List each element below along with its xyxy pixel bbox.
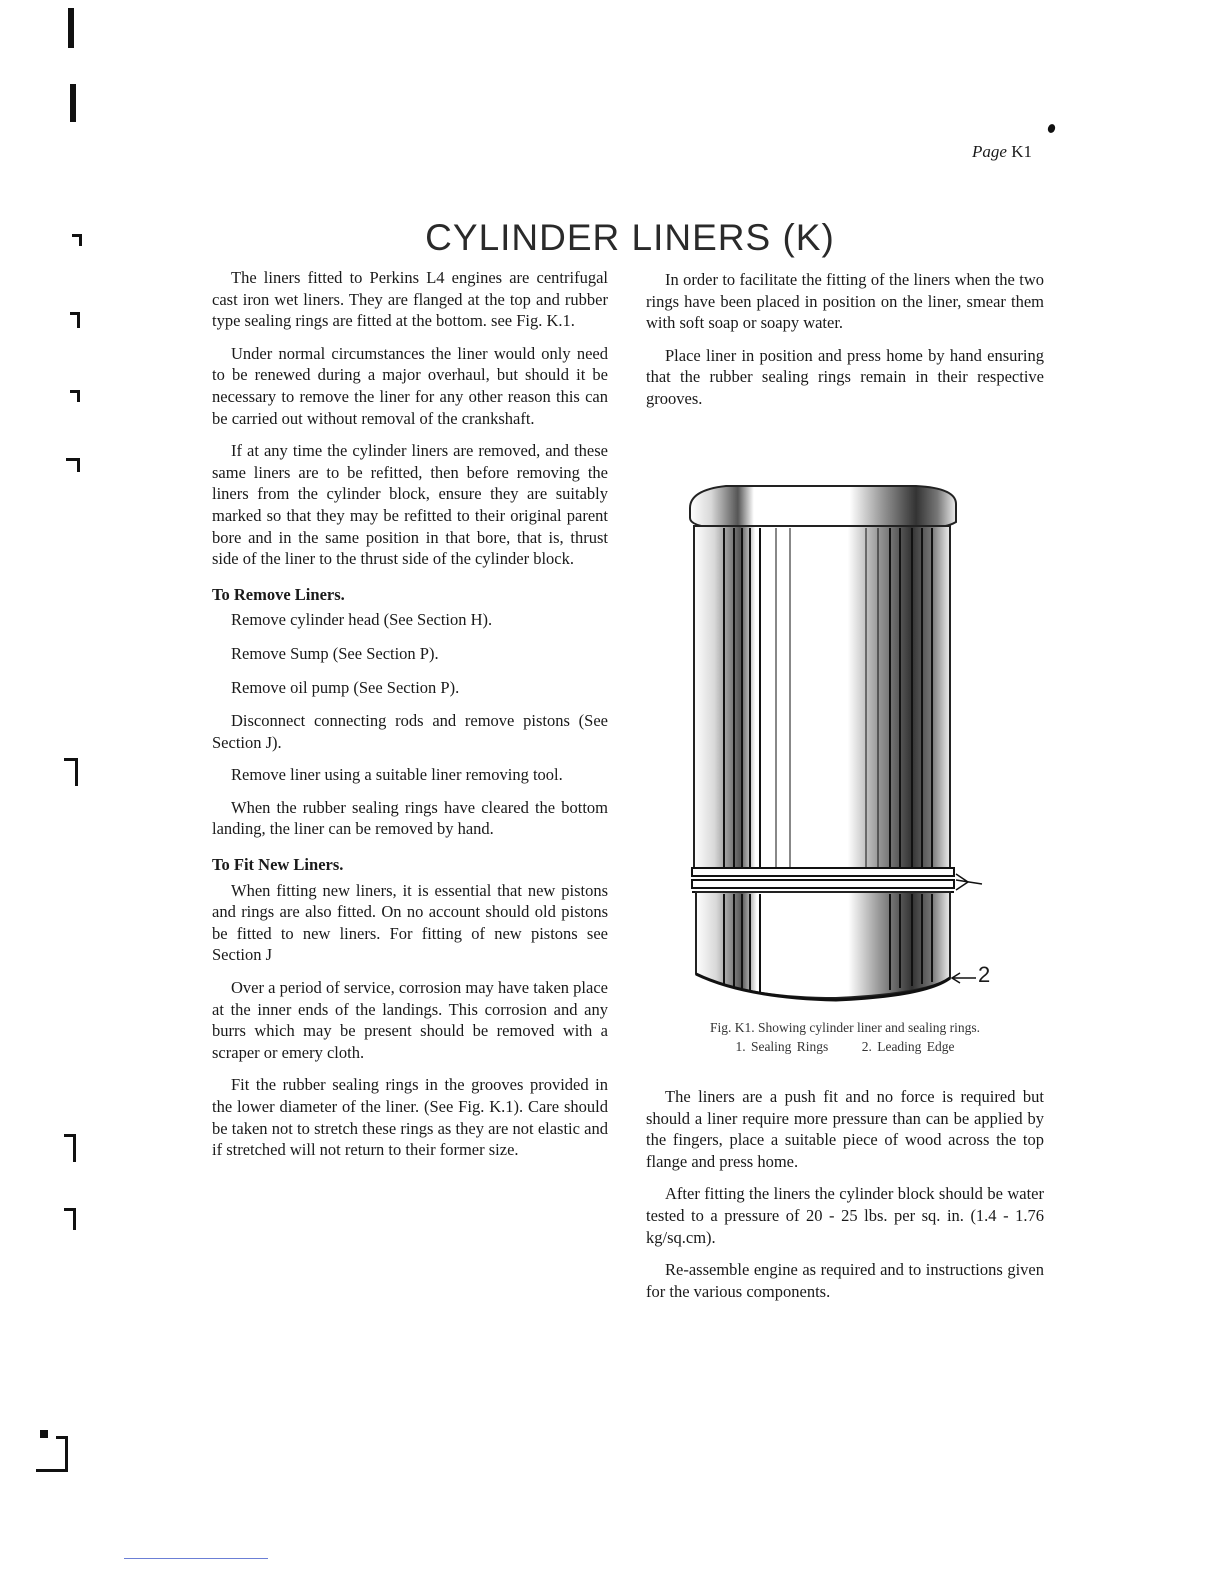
right-column-upper	[646, 269, 1044, 421]
page-label: Page	[972, 142, 1007, 161]
remove-step: Remove oil pump (See Section P).	[231, 677, 460, 697]
right-paragraph: Re-assemble engine as required and to instructions given for the various components.	[646, 1260, 1044, 1301]
margin-mark	[70, 84, 76, 122]
figure-caption	[646, 1018, 1044, 1056]
remove-step: Remove cylinder head (See Section H).	[231, 610, 493, 630]
margin-mark	[77, 390, 80, 402]
callout-2: 2	[978, 962, 991, 987]
right-paragraph: The liners are a push fit and no force is required but should a liner require more pressure than can be applied by the fingers, place a suitable piece of wood across the top flange and press home.	[646, 1087, 1044, 1171]
margin-mark	[68, 8, 74, 48]
right-paragraph: Place liner in position and press home by hand ensuring that the rubber sealing rings remain in their respective grooves.	[646, 345, 1044, 408]
margin-mark	[36, 1469, 68, 1472]
caption-items	[646, 1037, 1044, 1056]
caption-title: Fig. K1. Showing cylinder liner and sealing rings.	[710, 1020, 980, 1035]
remove-paragraph: Disconnect connecting rods and remove pistons (See Section J).	[212, 711, 608, 752]
page-number	[972, 142, 1032, 162]
intro-paragraph: If at any time the cylinder liners are removed, and these same liners are to be refitted, then before removing the liners from the cylinder block, ensure they are suitably marked so that they may be refitted to their original parent bore and in the same position in that bore, that is, thrust side of the liner to the thrust side of the cylinder block.	[212, 441, 608, 569]
cylinder-liner-illustration	[686, 478, 986, 1008]
fit-paragraph: When fitting new liners, it is essential that new pistons and rings are also fitted. On no account should old pistons be fitted to new liners. For fitting of new pistons see Section J	[212, 880, 608, 965]
caption-item-1: 1. Sealing Rings	[735, 1039, 829, 1054]
margin-mark	[77, 458, 80, 472]
margin-mark	[77, 312, 80, 328]
remove-paragraph: When the rubber sealing rings have cleared the bottom landing, the liner can be removed by hand.	[212, 797, 608, 839]
remove-step: Remove Sump (See Section P).	[231, 643, 439, 663]
margin-mark	[40, 1430, 48, 1438]
cylinder-liner-figure	[686, 478, 991, 1008]
remove-liners-heading: To Remove Liners.	[212, 584, 345, 604]
right-paragraph: In order to facilitate the fitting of the liners when the two rings have been placed in position on the liner, smear them with soft soap or soapy water.	[646, 270, 1044, 333]
page-title: CYLINDER LINERS (K)	[425, 216, 835, 258]
fit-liners-heading: To Fit New Liners.	[212, 855, 344, 875]
margin-mark	[79, 234, 82, 246]
right-column-lower	[646, 1086, 1044, 1313]
remove-paragraph: Remove liner using a suitable liner removing tool.	[231, 765, 563, 785]
intro-paragraph: The liners fitted to Perkins L4 engines are centrifugal cast iron wet liners. They are flanged at the top and rubber type sealing rings are fitted at the bottom. see Fig. K.1.	[212, 268, 608, 331]
right-paragraph: After fitting the liners the cylinder block should be water tested to a pressure of 20 - 25 lbs. per sq. in. (1.4 - 1.76 kg/sq.cm).	[646, 1184, 1044, 1247]
fit-paragraph: Over a period of service, corrosion may have taken place at the inner ends of the landings. This corrosion and any burrs which may be present should be removed with a scraper or emery cloth.	[212, 978, 608, 1062]
margin-mark	[73, 1134, 76, 1162]
margin-mark	[65, 1436, 68, 1472]
dot-mark	[1047, 123, 1057, 134]
margin-mark	[75, 758, 78, 786]
fit-paragraph: Fit the rubber sealing rings in the grooves provided in the lower diameter of the liner. (See Fig. K.1). Care should be taken not to stretch these rings as they are not elastic and if stretched will not return to their former size.	[212, 1075, 608, 1160]
intro-paragraph: Under normal circumstances the liner would only need to be renewed during a major overhaul, but should it be necessary to remove the liner for any other reason this can be carried out without removal of the crankshaft.	[212, 343, 608, 428]
bottom-link-line	[124, 1558, 268, 1559]
margin-mark	[73, 1208, 76, 1230]
page-number-value: K1	[1011, 142, 1032, 161]
caption-item-2: 2. Leading Edge	[861, 1039, 955, 1054]
left-column	[212, 267, 608, 1172]
